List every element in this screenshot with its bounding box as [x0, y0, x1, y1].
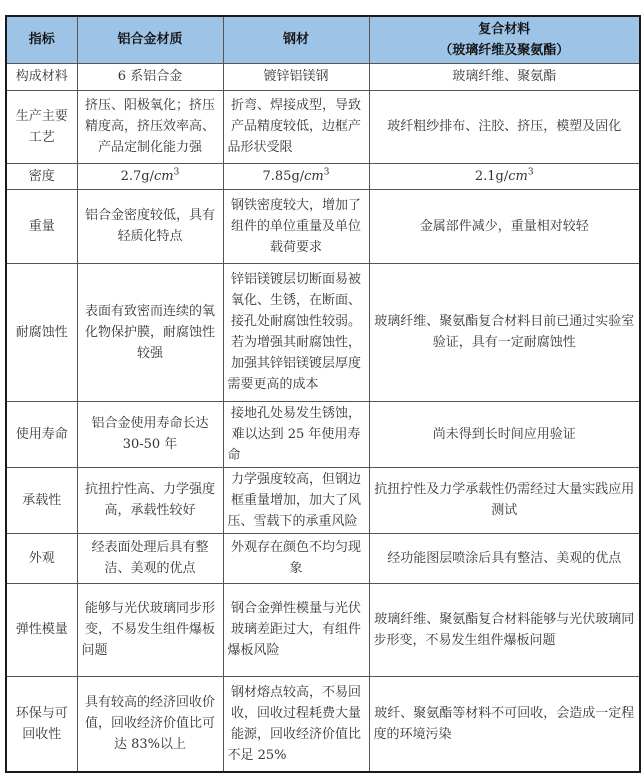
table-row [6, 90, 640, 163]
table-row [6, 401, 640, 467]
aluminum-cell: 抗扭拧性高、力学强度高，承载性较好 [77, 467, 223, 533]
table-row [6, 676, 640, 772]
steel-cell: 接地孔处易发生锈蚀，难以达到 25 年使用寿命 [223, 401, 369, 467]
metric-cell: 承载性 [6, 467, 77, 533]
density-unit: cm [508, 168, 528, 184]
header-composite-line1: 复合材料 [478, 21, 531, 37]
table-row [6, 467, 640, 533]
aluminum-cell: 6 系铝合金 [77, 63, 223, 90]
density-unit: cm [154, 168, 174, 184]
composite-cell: 尚未得到长时间应用验证 [369, 401, 640, 467]
metric-cell: 弹性模量 [6, 583, 77, 676]
aluminum-cell: 表面有致密而连续的氧化物保护膜，耐腐蚀性较强 [77, 263, 223, 401]
steel-cell: 钢材熔点较高，不易回收，回收过程耗费大量能源，回收经济价值比不足 25% [223, 676, 369, 772]
metric-cell: 密度 [6, 163, 77, 189]
composite-cell [369, 163, 640, 189]
aluminum-cell: 经表面处理后具有整洁、美观的优点 [77, 533, 223, 583]
metric-cell: 耐腐蚀性 [6, 263, 77, 401]
material-comparison-table [5, 15, 641, 773]
composite-cell: 抗扭拧性及力学承载性仍需经过大量实践应用测试 [369, 467, 640, 533]
metric-cell: 使用寿命 [6, 401, 77, 467]
aluminum-cell: 铝合金使用寿命长达 30-50 年 [77, 401, 223, 467]
steel-cell: 钢铁密度较大，增加了组件的单位重量及单位载荷要求 [223, 189, 369, 263]
header-row [6, 16, 640, 63]
metric-cell: 生产主要工艺 [6, 90, 77, 163]
table-row [6, 263, 640, 401]
composite-cell: 玻璃纤维、聚氨酯 [369, 63, 640, 90]
aluminum-cell: 铝合金密度较低，具有轻质化特点 [77, 189, 223, 263]
steel-cell: 折弯、焊接成型，导致产品精度较低，边框产品形状受限 [223, 90, 369, 163]
aluminum-cell [77, 163, 223, 189]
density-unit-exp: 3 [173, 167, 180, 178]
metric-cell: 重量 [6, 189, 77, 263]
composite-cell: 玻纤、聚氨酯等材料不可回收，会造成一定程度的环境污染 [369, 676, 640, 772]
header-composite-line2: （玻璃纤维及聚氨酯） [439, 42, 570, 58]
density-unit: cm [304, 168, 324, 184]
composite-cell: 经功能图层喷涂后具有整洁、美观的优点 [369, 533, 640, 583]
steel-cell: 锌铝镁镀层切断面易被氧化、生锈，在断面、接孔处耐腐蚀性较弱。若为增强其耐腐蚀性，加强其锌铝镁镀层厚度需要更高的成本 [223, 263, 369, 401]
table-row [6, 63, 640, 90]
steel-cell: 外观存在颜色不均匀现象 [223, 533, 369, 583]
density-value: 7.85g/ [262, 168, 305, 184]
table-row [6, 533, 640, 583]
steel-cell: 钢合金弹性模量与光伏玻璃差距过大，有组件爆板风险 [223, 583, 369, 676]
composite-cell: 玻璃纤维、聚氨酯复合材料能够与光伏玻璃同步形变，不易发生组件爆板问题 [369, 583, 640, 676]
composite-cell: 金属部件减少，重量相对较轻 [369, 189, 640, 263]
metric-cell: 环保与可回收性 [6, 676, 77, 772]
table-row [6, 189, 640, 263]
density-value: 2.7g/ [120, 168, 155, 184]
table-row [6, 583, 640, 676]
table-row [6, 163, 640, 189]
aluminum-cell: 挤压、阳极氧化；挤压精度高，挤压效率高、产品定制化能力强 [77, 90, 223, 163]
header-composite [369, 16, 640, 63]
header-steel: 钢材 [223, 16, 369, 63]
density-unit-exp: 3 [323, 167, 330, 178]
composite-cell: 玻璃纤维、聚氨酯复合材料目前已通过实验室验证，具有一定耐腐蚀性 [369, 263, 640, 401]
metric-cell: 外观 [6, 533, 77, 583]
density-unit-exp: 3 [527, 167, 534, 178]
steel-cell: 力学强度较高，但钢边框重量增加，加大了风压、雪载下的承重风险 [223, 467, 369, 533]
steel-cell [223, 163, 369, 189]
aluminum-cell: 具有较高的经济回收价值，回收经济价值比可达 83%以上 [77, 676, 223, 772]
steel-cell: 镀锌铝镁钢 [223, 63, 369, 90]
header-metric: 指标 [6, 16, 77, 63]
density-value: 2.1g/ [474, 168, 509, 184]
header-aluminum: 铝合金材质 [77, 16, 223, 63]
aluminum-cell: 能够与光伏玻璃同步形变，不易发生组件爆板问题 [77, 583, 223, 676]
composite-cell: 玻纤粗纱排布、注胶、挤压，模塑及固化 [369, 90, 640, 163]
metric-cell: 构成材料 [6, 63, 77, 90]
